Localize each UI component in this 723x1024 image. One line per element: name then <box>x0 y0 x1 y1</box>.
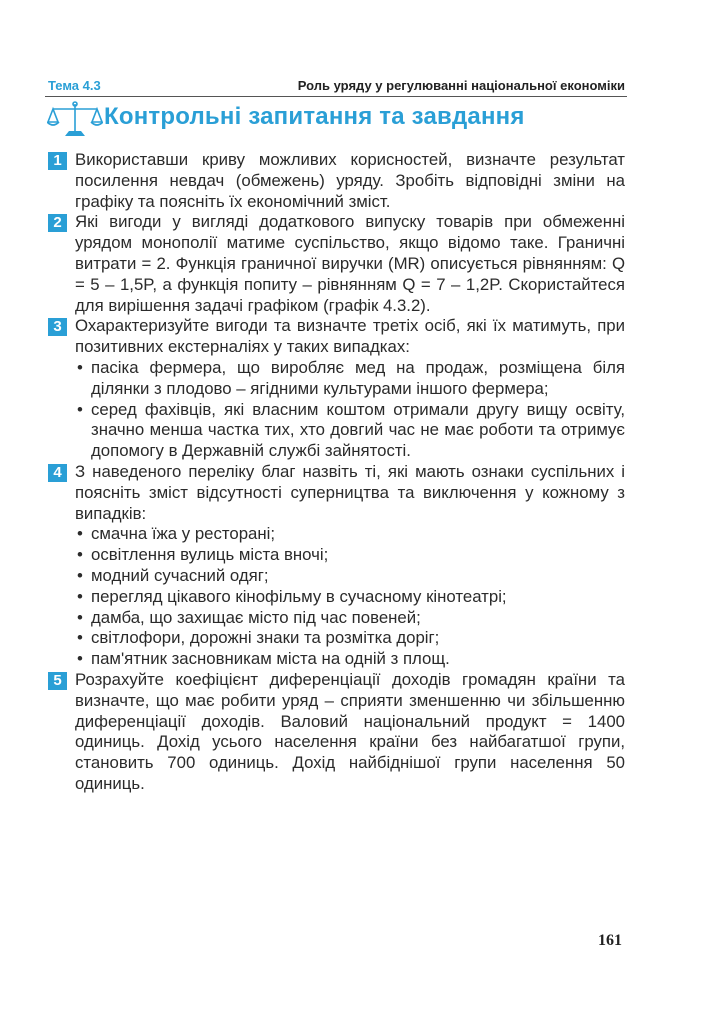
page-number: 161 <box>598 932 622 949</box>
task-number: 2 <box>48 214 67 232</box>
bullet-item: • світлофори, дорожні знаки та розмітка доріг; <box>75 628 625 649</box>
header-divider <box>45 96 627 97</box>
bullet-item: • дамба, що захищає місто під час повеней; <box>75 608 625 629</box>
scales-icon <box>47 100 103 140</box>
task-3 <box>48 316 625 462</box>
task-number: 5 <box>48 672 67 690</box>
task-text: Розрахуйте коефіцієнт диференціації доходів громадян країни та визначте, що має робити уряд – сприяти зменшенню чи збільшенню диференціації доходів. Валовий національний продукт = 1400 одиниць. Дохід усього населення країни без найбагатшої групи, становить 700 одиниць. Дохід найбіднішої групи населення 50 одиниць. <box>75 669 625 793</box>
task-1 <box>48 150 625 212</box>
task-text: Використавши криву можливих корисностей, визначте результат посилення невдач (обмежень) уряду. Зробіть відповідні зміни на графіку та поясніть їх економічний зміст. <box>75 150 625 211</box>
task-4 <box>48 462 625 670</box>
bullet-item: • пам'ятник засновникам міста на одній з площ. <box>75 649 625 670</box>
header-chapter: Роль уряду у регулюванні національної економіки <box>297 78 625 93</box>
bullet-item: • модний сучасний одяг; <box>75 566 625 587</box>
bullet-item: • серед фахівців, які власним коштом отримали другу вищу освіту, значно менша частка тих, хто довгий час не має роботи та отримує допомогу в Державній службі зайнятості. <box>75 400 625 462</box>
task-text: З наведеного переліку благ назвіть ті, які мають ознаки суспільних і поясніть зміст відсутності суперництва та виключення у кожному з випадків: <box>75 461 625 523</box>
task-list <box>48 150 625 795</box>
task-number: 3 <box>48 318 67 336</box>
bullet-item: • пасіка фермера, що виробляє мед на продаж, розміщена біля ділянки з плодово – ягідними культурами іншого фермера; <box>75 358 625 400</box>
task-text: Які вигоди у вигляді додаткового випуску товарів при обмеженні урядом монополії матиме суспільство, якщо відомо таке. Граничні витрати = 2. Функція граничної виручки (MR) описується рівнянням: Q = 5 – 1,5P, а функція попиту – рівнянням Q = 7 – 1,2P. Скористайтеся для вирішення задачі графіком (графік 4.3.2). <box>75 212 625 315</box>
header-topic: Тема 4.3 <box>48 78 101 93</box>
task-text: Охарактеризуйте вигоди та визначте третіх осіб, які їх матимуть, при позитивних екстерналіях у таких випадках: <box>75 316 625 357</box>
bullet-item: • перегляд цікавого кінофільму в сучасному кінотеатрі; <box>75 587 625 608</box>
section-title: Контрольні запитання та завдання <box>104 103 525 130</box>
bullet-item: • смачна їжа у ресторані; <box>75 524 625 545</box>
bullet-item: • освітлення вулиць міста вночі; <box>75 545 625 566</box>
task-2 <box>48 212 625 316</box>
task-number: 1 <box>48 152 67 170</box>
task-number: 4 <box>48 464 67 482</box>
task-5 <box>48 670 625 795</box>
